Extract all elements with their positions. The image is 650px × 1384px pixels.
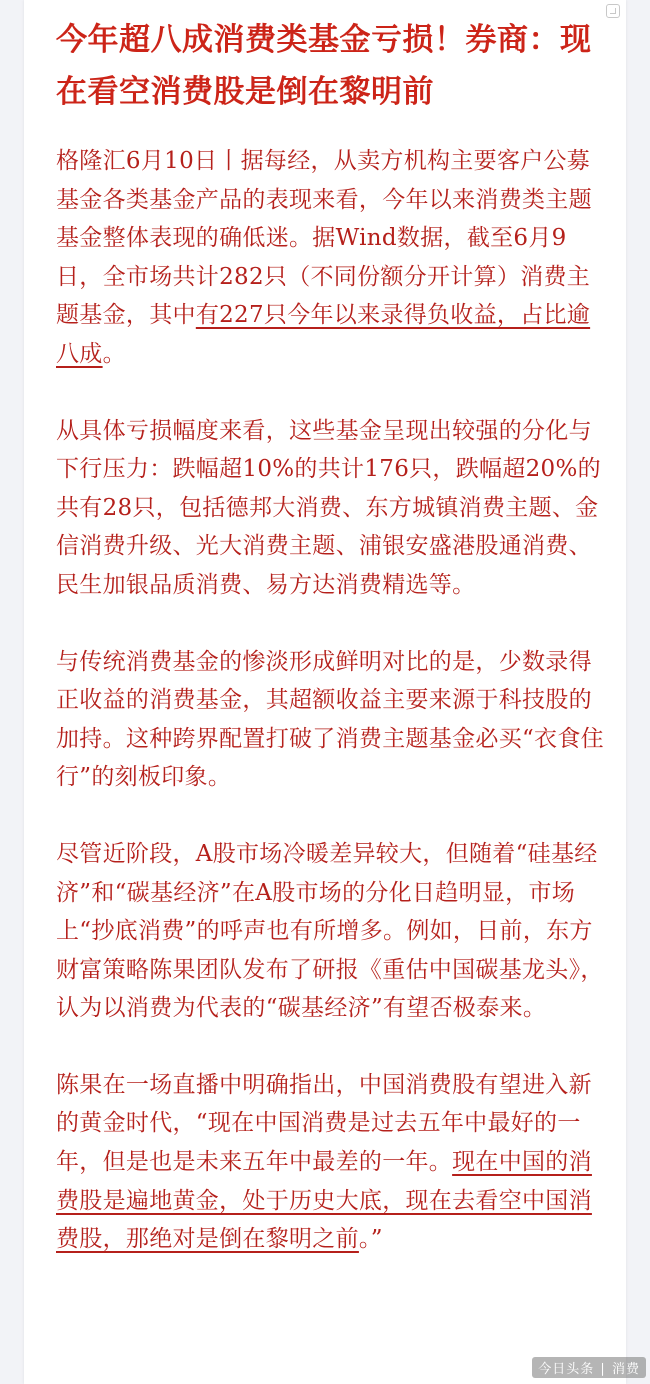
paragraph-4: 尽管近阶段，A股市场冷暖差异较大，但随着“硅基经济”和“碳基经济”在A股市场的分化日趋明显，市场上“抄底消费”的呼声也有所增多。例如，日前，东方财富策略陈果团队发布了研报《重估中国碳基龙头》，认为以消费为代表的“碳基经济”有望否极泰来。 <box>56 840 604 1022</box>
paragraph-gap <box>56 605 604 643</box>
source-watermark: 今日头条 ∣ 消费 <box>532 1357 646 1378</box>
paragraph-5-end: 。” <box>358 1226 383 1253</box>
paragraph-1 <box>56 142 604 374</box>
paragraph-gap <box>56 797 604 835</box>
paragraph-1-highlight: 有227只今年以来录得负收益，占比逾八成 <box>56 302 591 367</box>
article-body <box>56 142 604 1259</box>
paragraph-1-text: 格隆汇6月10日丨据每经，从卖方机构主要客户公募基金各类基金产品的表现来看，今年以来消费类主题基金整体表现的确低迷。据Wind数据，截至6月9日，全市场共计282只（不同份额分开计算）消费主题基金，其中 <box>56 148 592 329</box>
article-card <box>24 0 626 1384</box>
expand-icon[interactable] <box>606 4 620 18</box>
paragraph-5-text: 陈果在一场直播中明确指出，中国消费股有望进入新的黄金时代，“现在中国消费是过去五年中最好的一年，但是也是未来五年中最差的一年。 <box>56 1071 592 1176</box>
paragraph-gap <box>56 1028 604 1066</box>
paragraph-5-highlight: 现在中国的消费股是遍地黄金，处于历史大底，现在去看空中国消费股，那绝对是倒在黎明之前 <box>56 1149 592 1253</box>
article-title: 今年超八成消费类基金亏损！券商：现在看空消费股是倒在黎明前 <box>56 22 592 110</box>
paragraph-3: 与传统消费基金的惨淡形成鲜明对比的是，少数录得正收益的消费基金，其超额收益主要来源于科技股的加持。这种跨界配置打破了消费主题基金必买“衣食住行”的刻板印象。 <box>56 648 604 791</box>
paragraph-1-end: 。 <box>102 340 126 367</box>
paragraph-5 <box>56 1066 604 1259</box>
paragraph-2: 从具体亏损幅度来看，这些基金呈现出较强的分化与下行压力：跌幅超10%的共计176只，跌幅超20%的共有28只，包括德邦大消费、东方城镇消费主题、金信消费升级、光大消费主题、浦银安盛港股通消费、民生加银品质消费、易方达消费精选等。 <box>56 417 601 598</box>
paragraph-gap <box>56 374 604 412</box>
